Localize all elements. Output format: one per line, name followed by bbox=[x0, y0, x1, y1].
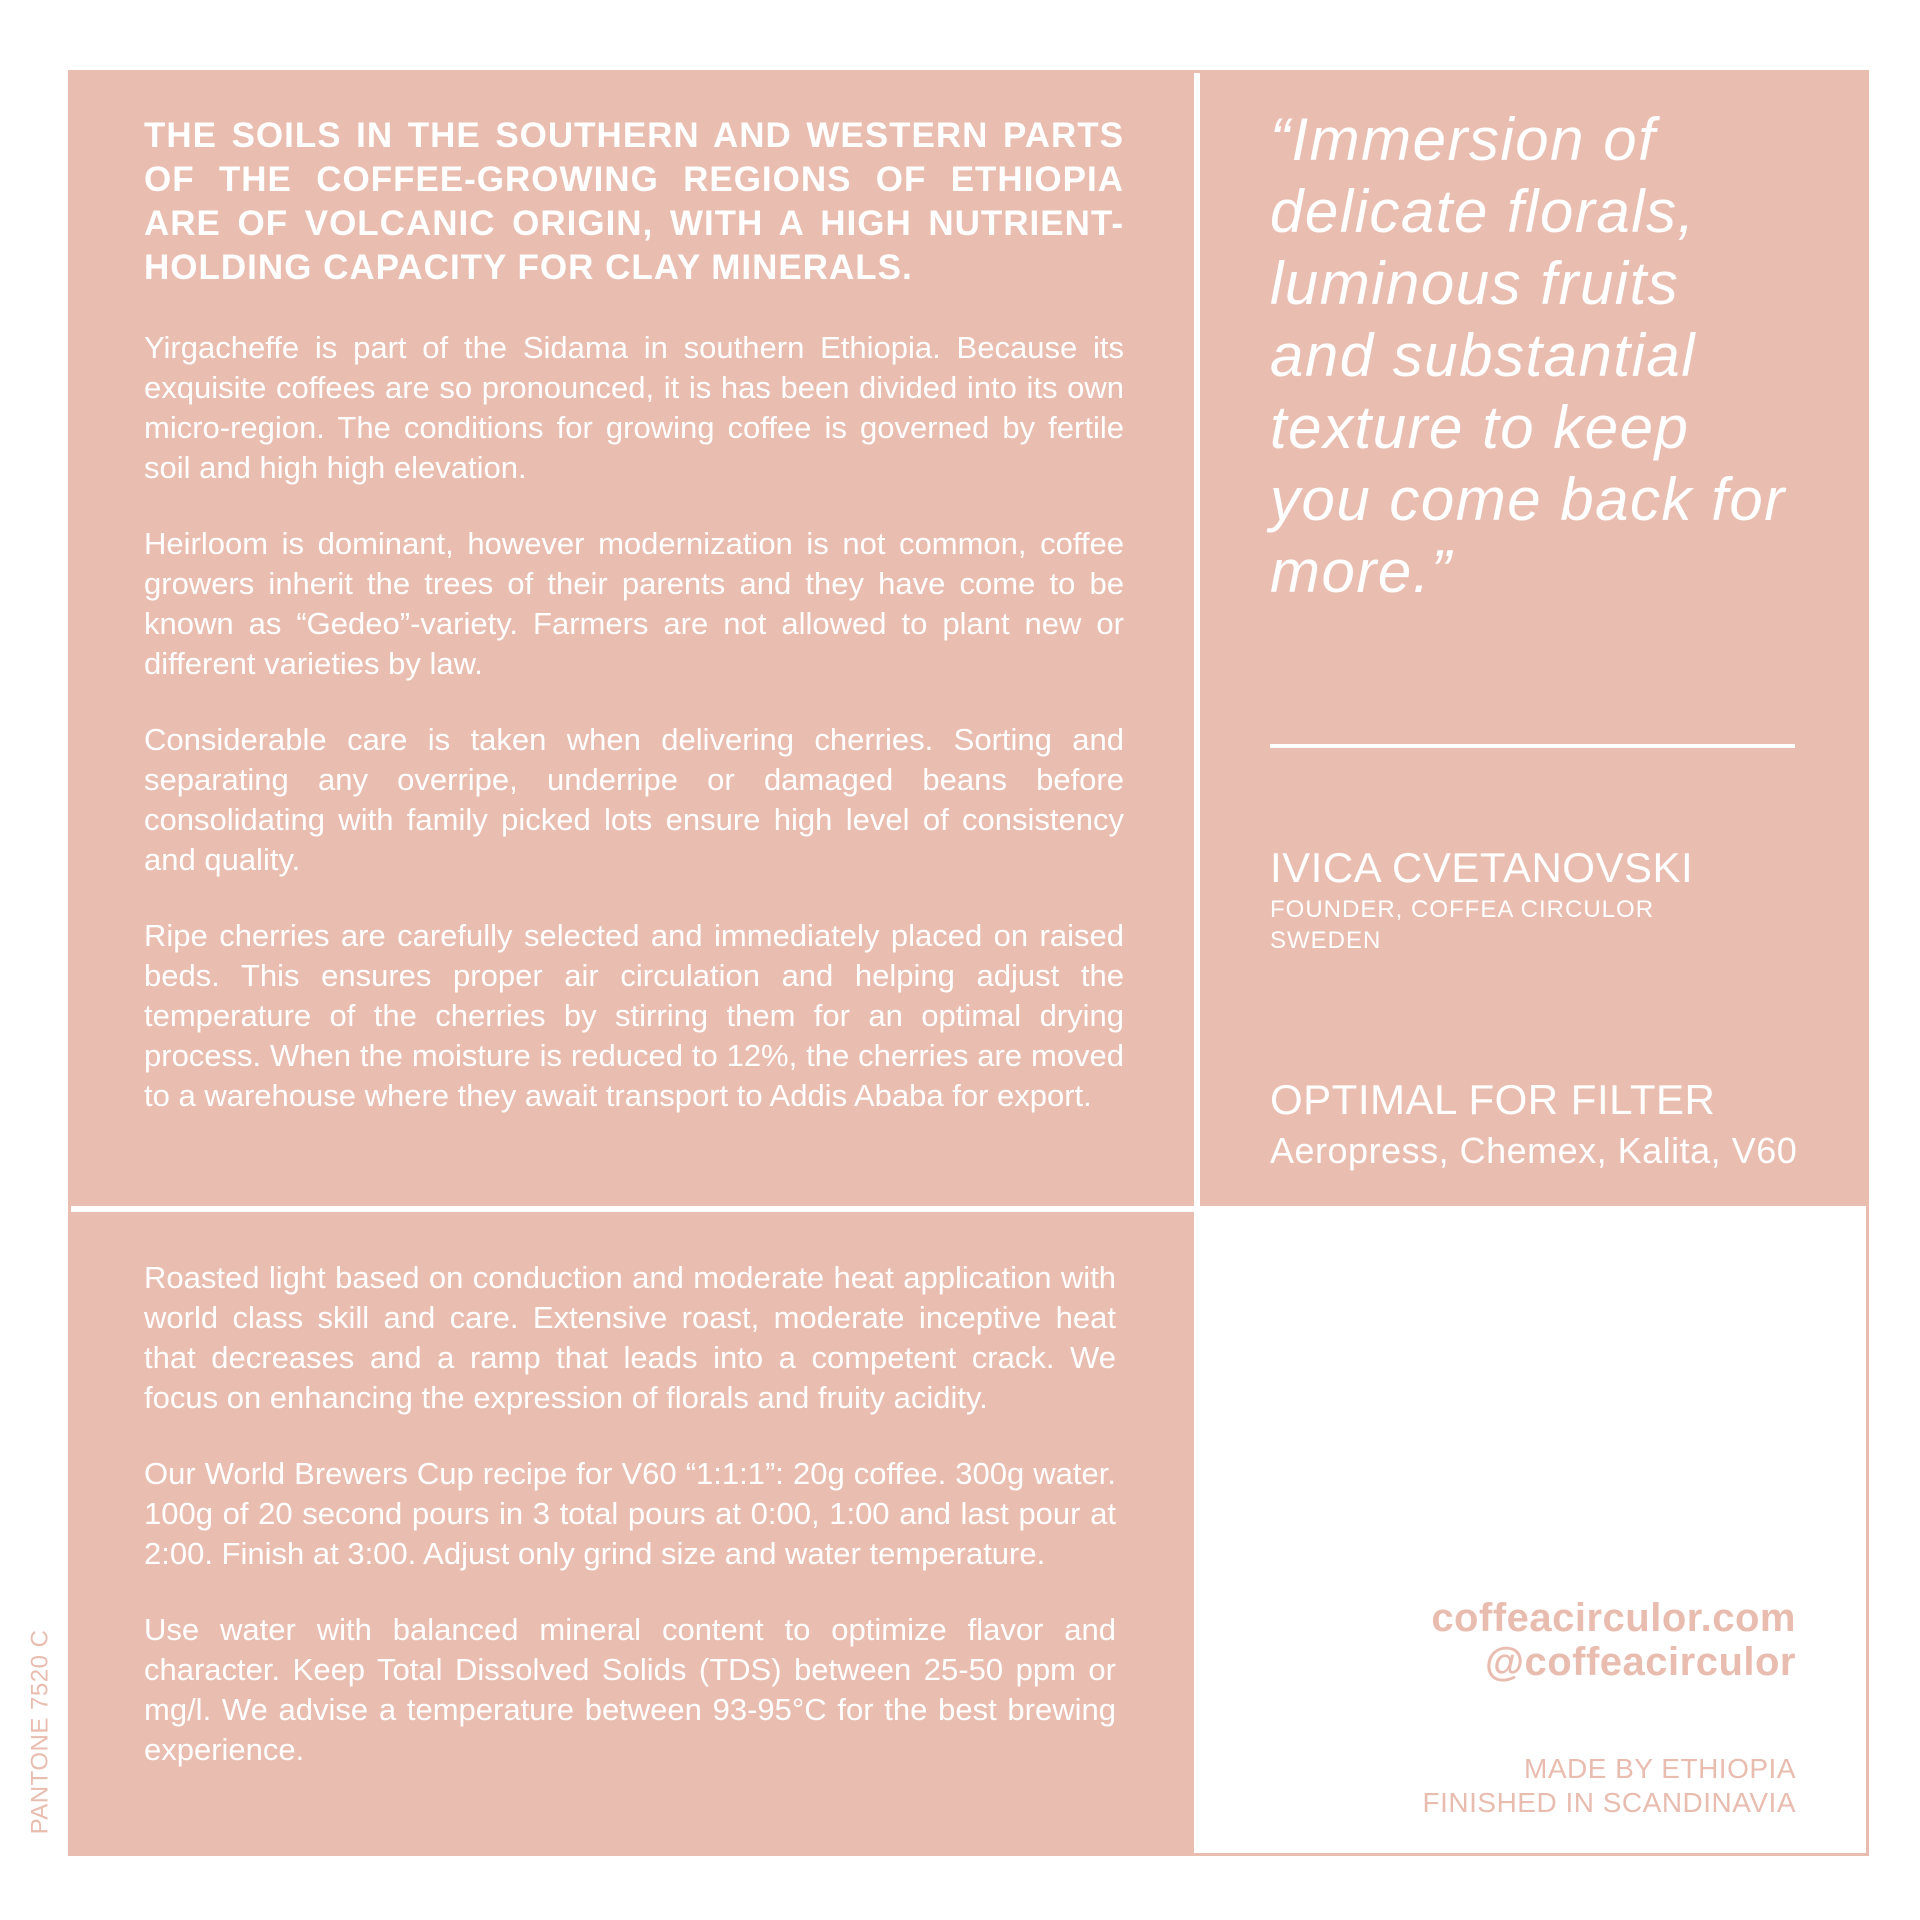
quote-panel bbox=[1200, 70, 1869, 1206]
social-handle-link[interactable]: @coffeacirculor bbox=[1484, 1640, 1796, 1684]
quote-line: you come back for bbox=[1270, 466, 1786, 533]
origin-paragraph-sorting: Considerable care is taken when delivering cherries. Sorting and separating any overripe, underripe or damaged beans before consolidating with family picked lots ensure high level of consistency and quality. bbox=[144, 722, 1124, 877]
tasting-quote bbox=[1270, 104, 1799, 608]
optimal-title: OPTIMAL FOR FILTER bbox=[1270, 1076, 1716, 1123]
quote-line: and substantial bbox=[1270, 322, 1697, 389]
origin-statement bbox=[1423, 1752, 1796, 1820]
author-title: FOUNDER, COFFEA CIRCULOR bbox=[1270, 896, 1655, 923]
author-country: SWEDEN bbox=[1270, 927, 1382, 954]
pantone-label-text: PANTONE 7520 C bbox=[26, 1629, 54, 1835]
quote-line: luminous fruits bbox=[1270, 250, 1680, 317]
contact-panel bbox=[1200, 1212, 1869, 1856]
finished-in-line: FINISHED IN SCANDINAVIA bbox=[1422, 1787, 1796, 1818]
roast-paragraph-water: Use water with balanced mineral content to optimize flavor and character. Keep Total Dissolved Solids (TDS) between 25-50 ppm or mg/l. We advise a temperature between 93-95°C for the best brewing experience. bbox=[144, 1612, 1116, 1767]
roast-paragraph-recipe: Our World Brewers Cup recipe for V60 “1:1:1”: 20g coffee. 300g water. 100g of 20 second pours in 3 total pours at 0:00, 1:00 and last pour at 2:00. Finish at 3:00. Adjust only grind size and water temperature. bbox=[144, 1456, 1116, 1571]
roast-panel bbox=[68, 1212, 1194, 1856]
quote-line: texture to keep bbox=[1270, 394, 1690, 461]
quote-line: more.” bbox=[1270, 538, 1453, 605]
quote-line: “Immersion of bbox=[1270, 106, 1657, 173]
origin-panel bbox=[68, 70, 1194, 1206]
roast-paragraph-profile: Roasted light based on conduction and moderate heat application with world class skill and care. Extensive roast, moderate inceptive heat that decreases and a ramp that leads into a competent crack. We focus on enhancing the expression of florals and fruity acidity. bbox=[144, 1260, 1116, 1415]
author-name: IVICA CVETANOVSKI bbox=[1270, 844, 1694, 891]
brew-methods: Aeropress, Chemex, Kalita, V60 bbox=[1270, 1130, 1798, 1171]
author-role bbox=[1270, 894, 1790, 956]
divider-rule bbox=[1270, 744, 1795, 748]
origin-paragraph-region: Yirgacheffe is part of the Sidama in southern Ethiopia. Because its exquisite coffees are so pronounced, it is has been divided into its own micro-region. The conditions for growing coffee is governed by fertile soil and high high elevation. bbox=[144, 330, 1124, 485]
origin-lead: THE SOILS IN THE SOUTHERN AND WESTERN PARTS OF THE COFFEE-GROWING REGIONS OF ETHIOPIA ARE OF VOLCANIC ORIGIN, WITH A HIGH NUTRIENT-HOLDING CAPACITY FOR CLAY MINERALS. bbox=[144, 116, 1124, 287]
origin-paragraph-drying: Ripe cherries are carefully selected and immediately placed on raised beds. This ensures proper air circulation and helping adjust the temperature of the cherries by stirring them for an optimal drying process. When the moisture is reduced to 12%, the cherries are moved to a warehouse where they await transport to Addis Ababa for export. bbox=[144, 918, 1124, 1113]
made-by-line: MADE BY ETHIOPIA bbox=[1524, 1753, 1796, 1784]
website-link[interactable]: coffeacirculor.com bbox=[1431, 1596, 1796, 1640]
quote-line: delicate florals, bbox=[1270, 178, 1696, 245]
pantone-label bbox=[20, 1604, 60, 1860]
origin-paragraph-variety: Heirloom is dominant, however modernization is not common, coffee growers inherit the trees of their parents and they have come to be known as “Gedeo”-variety. Farmers are not allowed to plant new or different varieties by law. bbox=[144, 526, 1124, 681]
